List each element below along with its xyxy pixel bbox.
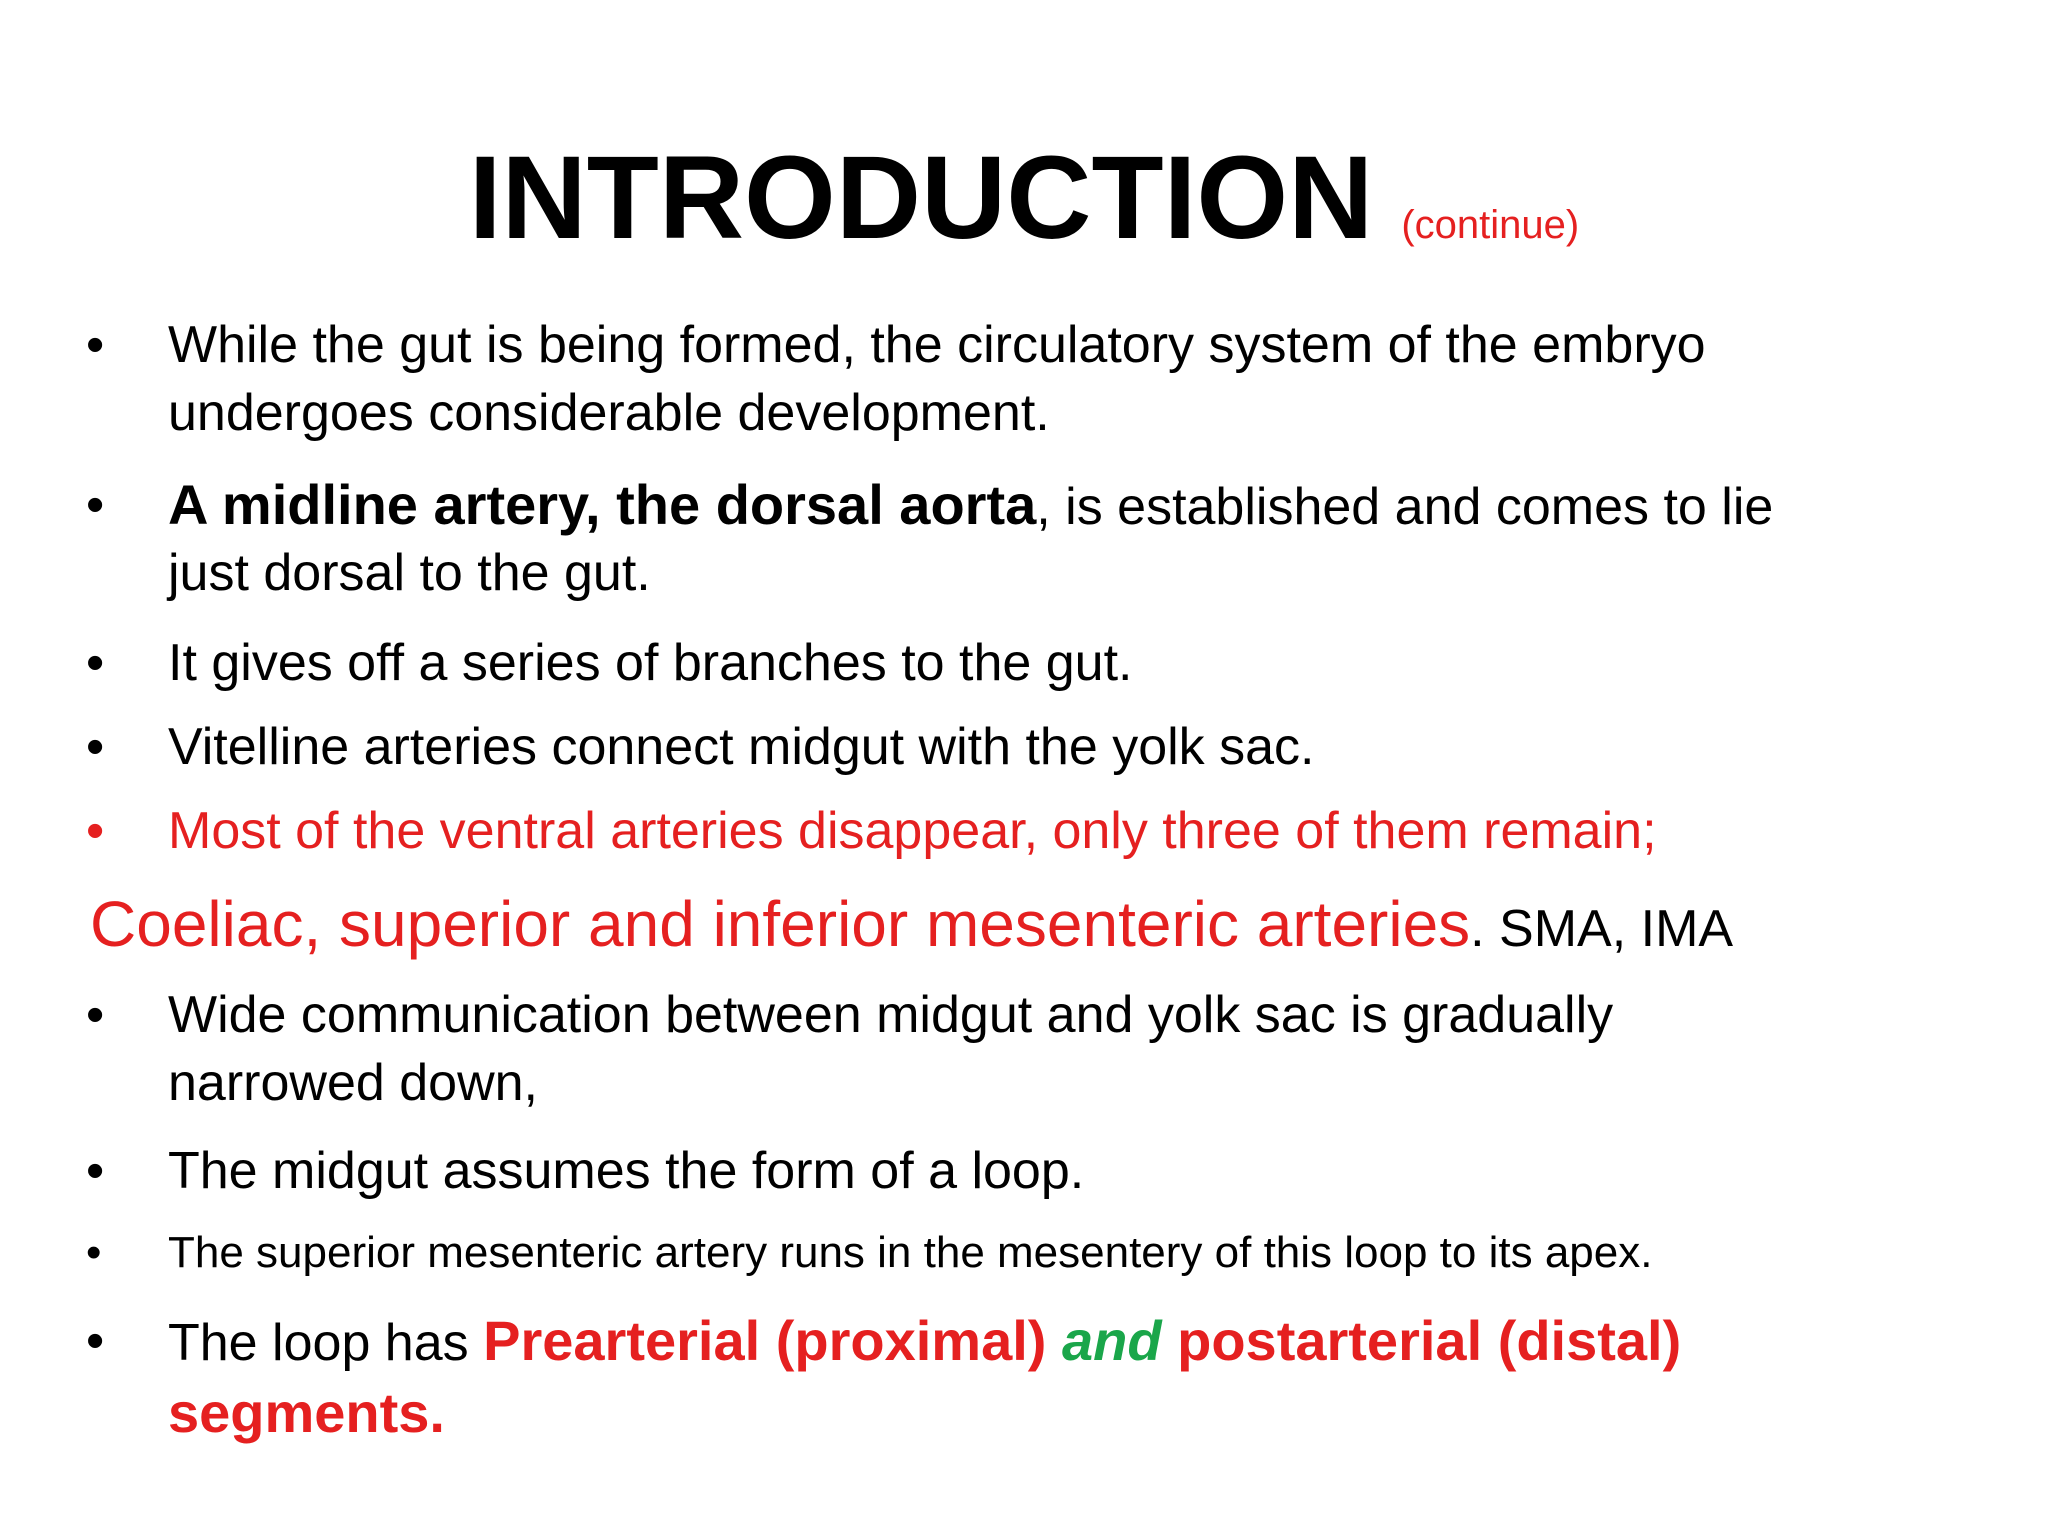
bullet-line: Most of the ventral arteries disappear, only three of them remain; <box>168 802 1657 860</box>
bullet-dot: • <box>86 718 105 776</box>
bullet-line: While the gut is being formed, the circulatory system of the embryo <box>168 316 1706 374</box>
bullet-dot: • <box>86 1312 105 1370</box>
bullet-line: The superior mesenteric artery runs in the mesentery of this loop to its apex. <box>168 1228 1653 1277</box>
bullet-line: just dorsal to the gut. <box>168 544 651 602</box>
prearterial-phrase: Prearterial (proximal) <box>483 1309 1063 1372</box>
bullet-dot: • <box>86 1142 105 1200</box>
bullet-line: Wide communication between midgut and yolk sac is gradually <box>168 986 1614 1044</box>
bullet-line <box>168 1306 2028 1378</box>
bullet-line <box>168 470 2028 542</box>
bullet-dot: • <box>86 1228 102 1277</box>
bullet-dot: • <box>86 802 105 860</box>
bullet-dot: • <box>86 316 105 374</box>
postarterial-phrase: postarterial (distal) <box>1161 1309 1682 1372</box>
segments-word: segments. <box>168 1381 445 1444</box>
bullet-line: undergoes considerable development. <box>168 384 1050 442</box>
bold-phrase: A midline artery, the dorsal aorta <box>168 473 1037 536</box>
bullet-text: The loop has <box>168 1314 484 1372</box>
arteries-red-text: Coeliac, superior and inferior mesenteric arteries <box>90 888 1471 960</box>
bullet-line: narrowed down, <box>168 1054 538 1112</box>
arteries-line <box>90 884 2030 969</box>
and-word: and <box>1062 1309 1162 1372</box>
bullet-text: , is established and comes to lie <box>1036 478 1774 536</box>
title-main: INTRODUCTION <box>468 132 1374 264</box>
bullet-line: The midgut assumes the form of a loop. <box>168 1142 1085 1200</box>
bullet-line: Vitelline arteries connect midgut with the yolk sac. <box>168 718 1315 776</box>
bullet-dot: • <box>86 986 105 1044</box>
slide-title <box>0 130 2048 266</box>
arteries-abbrev: . SMA, IMA <box>1470 900 1734 958</box>
bullet-line: It gives off a series of branches to the gut. <box>168 634 1133 692</box>
bullet-dot: • <box>86 476 105 534</box>
bullet-dot: • <box>86 634 105 692</box>
title-continue: (continue) <box>1401 203 1580 247</box>
